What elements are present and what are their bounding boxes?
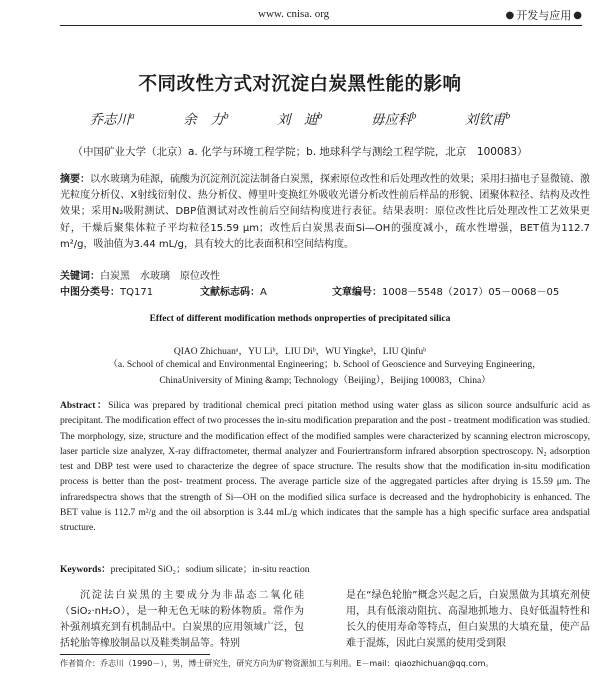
english-affiliation: （a. School of chemical and Environmental Engineering；b. School of Geoscience and Surveying Engineering， ChinaUniversity of Mining &amp; Technology（Beijing），Beijing 100083，China） (108, 360, 542, 386)
author: 乔志川$^a$ (89, 111, 135, 128)
author-footnote: 作者简介：乔志川（1990－），男，博士研究生，研究方向为矿物资源加工与利用。E－mail：qiaozhichuan@qq.com。 (60, 659, 494, 668)
keywords-text: 白炭黑 水玻璃 原位改性 (100, 271, 220, 282)
author: 刘 迪$^b$ (277, 111, 323, 128)
abstract-label: Abstract： (60, 401, 109, 411)
body-text-right-column: 是在“绿色轮胎”概念兴起之后，白炭黑做为其填充剂使用，具有低滚动阻抗、高湿地抓地力、良好低温特性和长久的使用寿命等特点，但白炭黑的大填充量，使产品难于混炼，因此白炭黑的使用受到限 (346, 590, 590, 649)
english-title: Effect of different modification methods onproperties of precipitated silica (149, 314, 451, 324)
abstract-text: 以水玻璃为硅源，硫酸为沉淀剂沉淀法制备白炭黑，探索原位改性和后处理改性的效果；采用扫描电子显微镜、激光粒度分析仪、X射线衍射仪、热分析仪、傅里叶变换红外吸收光谱分析改性前后样品的形貌、团聚体粒径、结构及改性效果；采用N₂吸附测试、DBP值测试对改性前后空间结构度进行表征。结果表明：原位改性比后处理改性工艺效果更好，干燥后聚集体粒子平均粒径15.59 μm；改性后白炭黑表面Si—OH的强度减小，疏水性增强，BET值为112.7 m²/g，吸油值为3.44 mL/g，具有较大的比表面积和空间结构度。 (60, 174, 590, 250)
author: 刘钦甫$^b$ (464, 111, 511, 128)
chinese-abstract (60, 172, 590, 253)
keywords-text: precipitated SiO₂；sodium silicate；in-situ reaction (110, 565, 310, 575)
body-text-left-column: 沉淀法白炭黑的主要成分为非晶态二氧化硅（SiO₂·nH₂O），是一种无色无味的粉体物质。常作为补强剂填充到有机制品中。白炭黑的应用领域广泛，包括轮胎等橡胶制品以及鞋类制品等。特别 (60, 590, 304, 649)
footnote-divider (60, 654, 210, 655)
bullet-icon: ● (573, 9, 582, 21)
author: 余 力$^b$ (183, 111, 229, 128)
bullet-icon: ● (505, 9, 515, 21)
keywords-label: 关键词： (60, 271, 100, 282)
clc-number: 中图分类号：TQ171 (60, 287, 154, 298)
journal-url[interactable]: www. cnisa. org (258, 8, 330, 20)
paper-title: 不同改性方式对沉淀白炭黑性能的影响 (138, 74, 462, 95)
keywords-label: Keywords： (60, 565, 111, 575)
english-abstract (60, 399, 590, 537)
header-divider (60, 25, 582, 26)
english-keywords (60, 561, 309, 575)
author: 毋应科$^b$ (370, 111, 417, 128)
column-label (506, 7, 582, 23)
article-number: 文章编号：1008－5548（2017）05－0068－05 (332, 287, 560, 298)
affiliation: （中国矿业大学（北京）a. 化学与环境工程学院；b. 地球科学与测绘工程学院，北京 100083） (72, 146, 528, 158)
document-code: 文献标志码：A (200, 287, 267, 298)
abstract-text: Silica was prepared by traditional chemical preci pitation method using water glass as silicon source andsulfuric acid as precipitant. The modification effect of two processes the in-situ modification preparation and the post - treatment modification was studied. The morphology, size, structure and the modification effect of the modified samples were characterized by scanning electron microscopy, laser particle size analyzer, X-ray diffractometer, thermal analyzer and Fouriertransform infrared absorption spectroscopy. N₂ adsorption test and DBP test were used to characterize the degree of space structure. The results show that the modification in-situ modification process is better than the post- treatment process. The average particle size of the aggregated particles after drying is 15.59 μm. The infraredspectra shows that the strength of Si—OH on the modified silica surface is decreased and the hydrophobicity is enhanced. The BET value is 112.7 m²/g and the oil absorption is 3.44 mL/g which indicates that the sample has a high specific surface area andspatial structure. (60, 401, 590, 534)
abstract-label: 摘要： (60, 174, 90, 185)
english-authors: QIAO Zhichuanᵃ，YU Liᵇ，LIU Diᵇ，WU Yingkeᵇ，LIU Qinfuᵇ (173, 347, 427, 357)
column-name: 开发与应用 (516, 9, 572, 22)
author-list (0, 108, 600, 128)
chinese-keywords (60, 267, 220, 282)
